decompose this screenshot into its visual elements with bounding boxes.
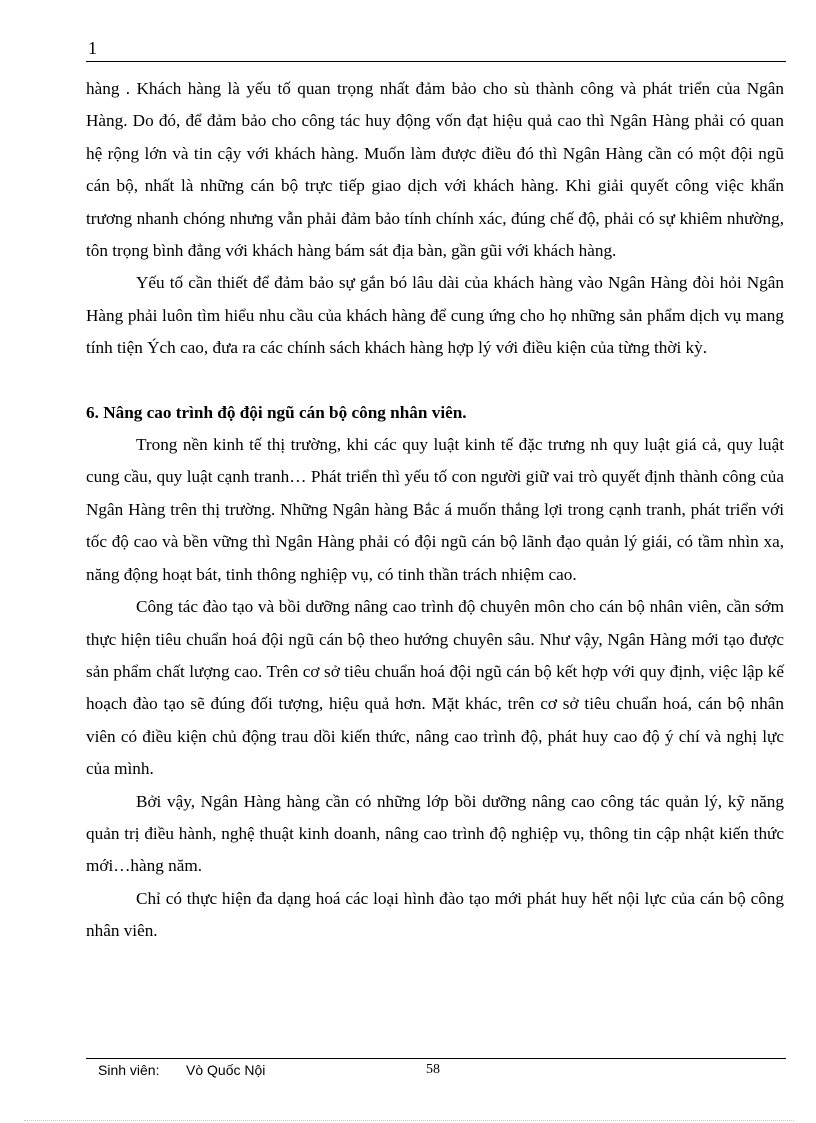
- footer-student-name: Vò Quốc Nội: [186, 1062, 266, 1078]
- paragraph-customer-loyalty: Yếu tố cần thiết để đảm bảo sự gắn bó lâu dài của khách hàng vào Ngân Hàng đòi hỏi Ngân Hàng phải luôn tìm hiểu nhu cầu của khách hàng để cung ứng cho họ những sản phẩm dịch vụ mang tính tiện Ých cao, đưa ra các chính sách khách hàng hợp lý với điều kiện của từng thời kỳ.: [86, 273, 784, 358]
- paragraph-training: Công tác đào tạo và bồi dưỡng nâng cao trình độ chuyên môn cho cán bộ nhân viên, cần sớm thực hiện tiêu chuẩn hoá đội ngũ cán bộ theo hướng chuyên sâu. Như vậy, Ngân Hàng mới tạo được sản phẩm chất lượng cao. Trên cơ sở tiêu chuẩn hoá đội ngũ cán bộ kết hợp với quy định, việc lập kế hoạch đào tạo sẽ đúng đối tượng, hiệu quả hơn. Mặt khác, trên cơ sở tiêu chuẩn hoá, cán bộ nhân viên có điều kiện chủ động trau dồi kiến thức, nâng cao trình độ, phát huy cao độ ý chí và nghị lực của mình.: [86, 597, 784, 779]
- footer-student-label: Sinh viên:: [98, 1062, 160, 1078]
- section-heading: 6. Nâng cao trình độ đội ngũ cán bộ công nhân viên.: [86, 402, 467, 422]
- footer-rule: [86, 1058, 786, 1059]
- document-body: [86, 73, 784, 948]
- page-bottom-border: [24, 1120, 794, 1121]
- header-page-number: 1: [88, 38, 97, 58]
- footer-page-number: 58: [426, 1062, 440, 1077]
- paragraph-market-economy: Trong nền kinh tế thị trường, khi các quy luật kinh tế đặc trưng nh quy luật giá cả, quy luật cung cầu, quy luật cạnh tranh… Phát triển thì yếu tố con người giữ vai trò quyết định thành công của Ngân Hàng trên thị trường. Những Ngân hàng Bắc á muốn thắng lợi trong cạnh tranh, phát triển với tốc độ cao và bền vững thì Ngân Hàng phải có đội ngũ cán bộ lãnh đạo quản lý giái, có tầm nhìn xa, năng động hoạt bát, tinh thông nghiệp vụ, có tinh thần trách nhiệm cao.: [86, 435, 784, 584]
- header-rule: [86, 61, 786, 62]
- paragraph-continuation: hàng . Khách hàng là yếu tố quan trọng nhất đảm bảo cho sù thành công và phát triển của Ngân Hàng. Do đó, để đảm bảo cho công tác huy động vốn đạt hiệu quả cao thì Ngân Hàng phải có quan hệ rộng lớn và tin cậy với khách hàng. Muốn làm được điều đó thì Ngân Hàng cần có một đội ngũ cán bộ, nhất là những cán bộ trực tiếp giao dịch với khách hàng. Khi giải quyết công việc khẩn trương nhanh chóng nhưng vẫn phải đảm bảo tính chính xác, đúng chế độ, phải có sự khiêm nhường, tôn trọng bình đẳng với khách hàng bám sát địa bàn, gần gũi với khách hàng.: [86, 79, 784, 261]
- paragraph-courses: Bởi vậy, Ngân Hàng hàng cần có những lớp bồi dưỡng nâng cao công tác quản lý, kỹ năng quản trị điều hành, nghệ thuật kinh doanh, nâng cao trình độ nghiệp vụ, thông tin cập nhật kiến thức mới…hàng năm.: [86, 791, 784, 876]
- paragraph-conclusion: Chỉ có thực hiện đa dạng hoá các loại hình đào tạo mới phát huy hết nội lực của cán bộ công nhân viên.: [86, 888, 784, 941]
